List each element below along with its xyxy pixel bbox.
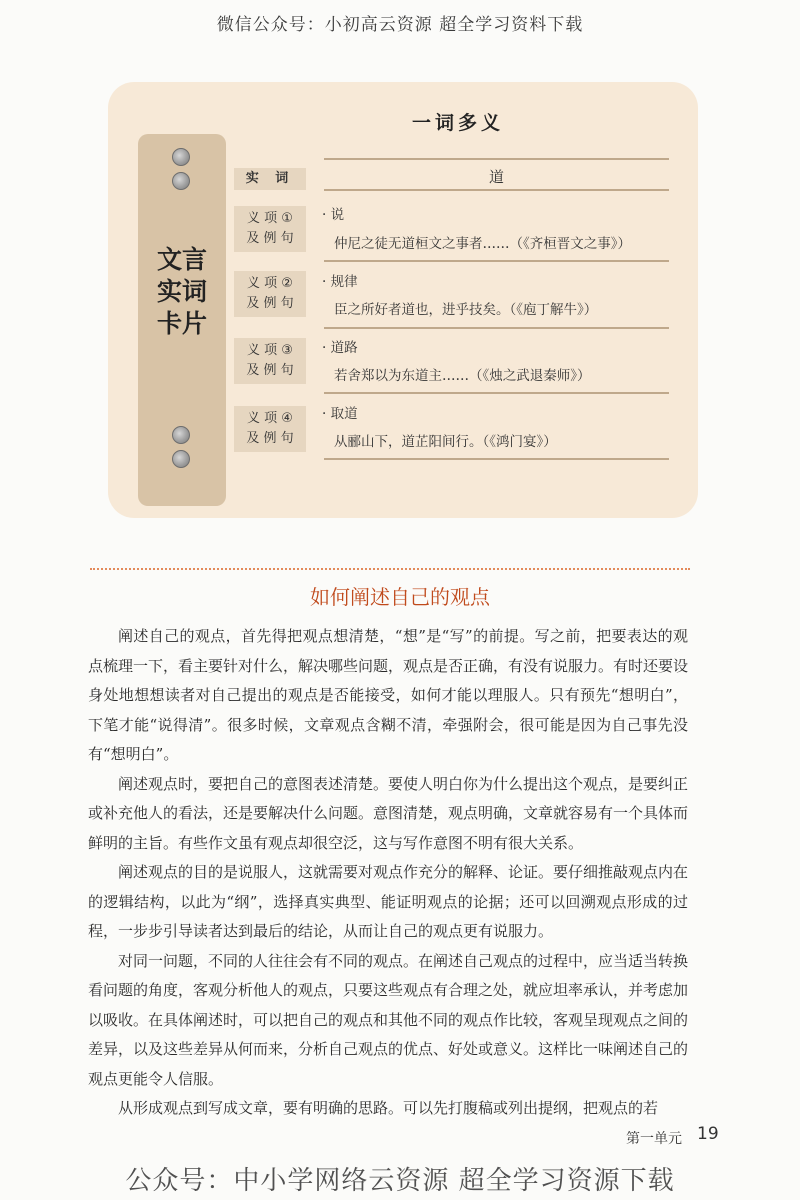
top-watermark: 微信公众号：小初高云资源 超全学习资料下载 <box>216 15 584 35</box>
binder-ring-icon <box>172 172 190 190</box>
paragraph: 从形成观点到写成文章，要有明确的思路。可以先打腹稿或列出提纲，把观点的若 <box>118 1099 659 1117</box>
paragraph: 阐述观点时，要把自己的意图表述清楚。要使人明白你为什么提出这个观点，是要纠正或补充他人的看法，还是要解决什么问题。意图清楚，观点明确，文章就容易有一个具体而鲜明的主旨。有些作文虽有观点却很空泛，这与写作意图不明有很大关系。 <box>88 774 689 852</box>
sense-example: 若舍郑以为东道主……（《烛之武退秦师》） <box>334 368 591 384</box>
sense-example: 从郦山下，道芷阳间行。（《鸿门宴》） <box>334 434 557 450</box>
sense-row-label-line: 义 项 ③ <box>247 343 293 358</box>
sense-meaning: · 取道 <box>322 406 358 422</box>
word-header-label: 实 词 <box>234 168 306 190</box>
paragraph: 对同一问题，不同的人往往会有不同的观点。在阐述自己观点的过程中，应当适当转换看问题的角度，客观分析他人的观点，只要这些观点有合理之处，就应坦率承认，并考虑加以吸收。在具体阐述时，可以把自己的观点和其他不同的观点作比较，客观呈现观点之间的差异，以及这些差异从何而来，分析自己观点的优点、好处或意义。这样比一味阐述自己的观点更能令人信服。 <box>88 951 689 1088</box>
sense-row-label-line: 义 项 ② <box>247 276 293 291</box>
card-label-line: 卡片 <box>156 309 207 338</box>
sense-meaning: · 规律 <box>322 274 358 290</box>
sense-row-label-line: 及 例 句 <box>246 231 294 246</box>
page-number: 19 <box>697 1124 719 1144</box>
sense-row-label <box>234 406 306 452</box>
sense-row-label <box>234 338 306 384</box>
divider-line <box>324 327 669 329</box>
divider-line <box>324 458 669 460</box>
sense-row-label-line: 及 例 句 <box>246 363 294 378</box>
word-card <box>108 82 698 518</box>
sense-example: 臣之所好者道也，进乎技矣。（《庖丁解牛》） <box>334 302 598 318</box>
sense-row-label-line: 义 项 ① <box>247 211 293 226</box>
bottom-watermark: 公众号：中小学网络云资源 超全学习资源下载 <box>125 1166 675 1196</box>
sense-example: 仲尼之徒无道桓文之事者……（《齐桓晋文之事》） <box>334 236 631 252</box>
card-label <box>138 244 226 340</box>
binder-ring-icon <box>172 450 190 468</box>
article-body <box>88 622 688 1124</box>
paragraph: 阐述观点的目的是说服人，这就需要对观点作充分的解释、论证。要仔细推敲观点内在的逻辑结构，以此为“纲”，选择真实典型、能证明观点的论据；还可以回溯观点形成的过程，一步步引导读者达到最后的结论，从而让自己的观点更有说服力。 <box>88 863 689 940</box>
sense-meaning: · 说 <box>322 207 345 223</box>
paragraph: 阐述自己的观点，首先得把观点想清楚，“想”是“写”的前提。写之前，把要表达的观点梳理一下，看主要针对什么，解决哪些问题，观点是否正确，有没有说服力。有时还要设身处地想想读者对自己提出的观点是否能接受，如何才能以理服人。只有预先“想明白”，下笔才能“说得清”。很多时候，文章观点含糊不清，牵强附会，很可能是因为自己事先没有“想明白”。 <box>88 627 689 763</box>
word-value: 道 <box>488 168 504 186</box>
sense-meaning: · 道路 <box>322 340 358 356</box>
sense-row-label <box>234 271 306 317</box>
sense-row-label <box>234 206 306 252</box>
binder-ring-icon <box>172 426 190 444</box>
sense-row-label-line: 义 项 ④ <box>247 411 293 426</box>
section-divider <box>90 568 690 570</box>
sense-row-label-line: 及 例 句 <box>246 431 294 446</box>
sense-row-label-line: 及 例 句 <box>246 296 294 311</box>
divider-line <box>324 189 669 191</box>
divider-line <box>324 392 669 394</box>
section-title: 如何阐述自己的观点 <box>310 585 490 609</box>
divider-line <box>324 260 669 262</box>
card-title: 一词多义 <box>411 112 504 134</box>
divider-line <box>324 158 669 160</box>
binder-ring-icon <box>172 148 190 166</box>
unit-label: 第一单元 <box>626 1131 682 1147</box>
card-label-line: 实词 <box>156 277 207 306</box>
card-label-line: 文言 <box>156 245 207 274</box>
card-spine <box>138 134 226 506</box>
